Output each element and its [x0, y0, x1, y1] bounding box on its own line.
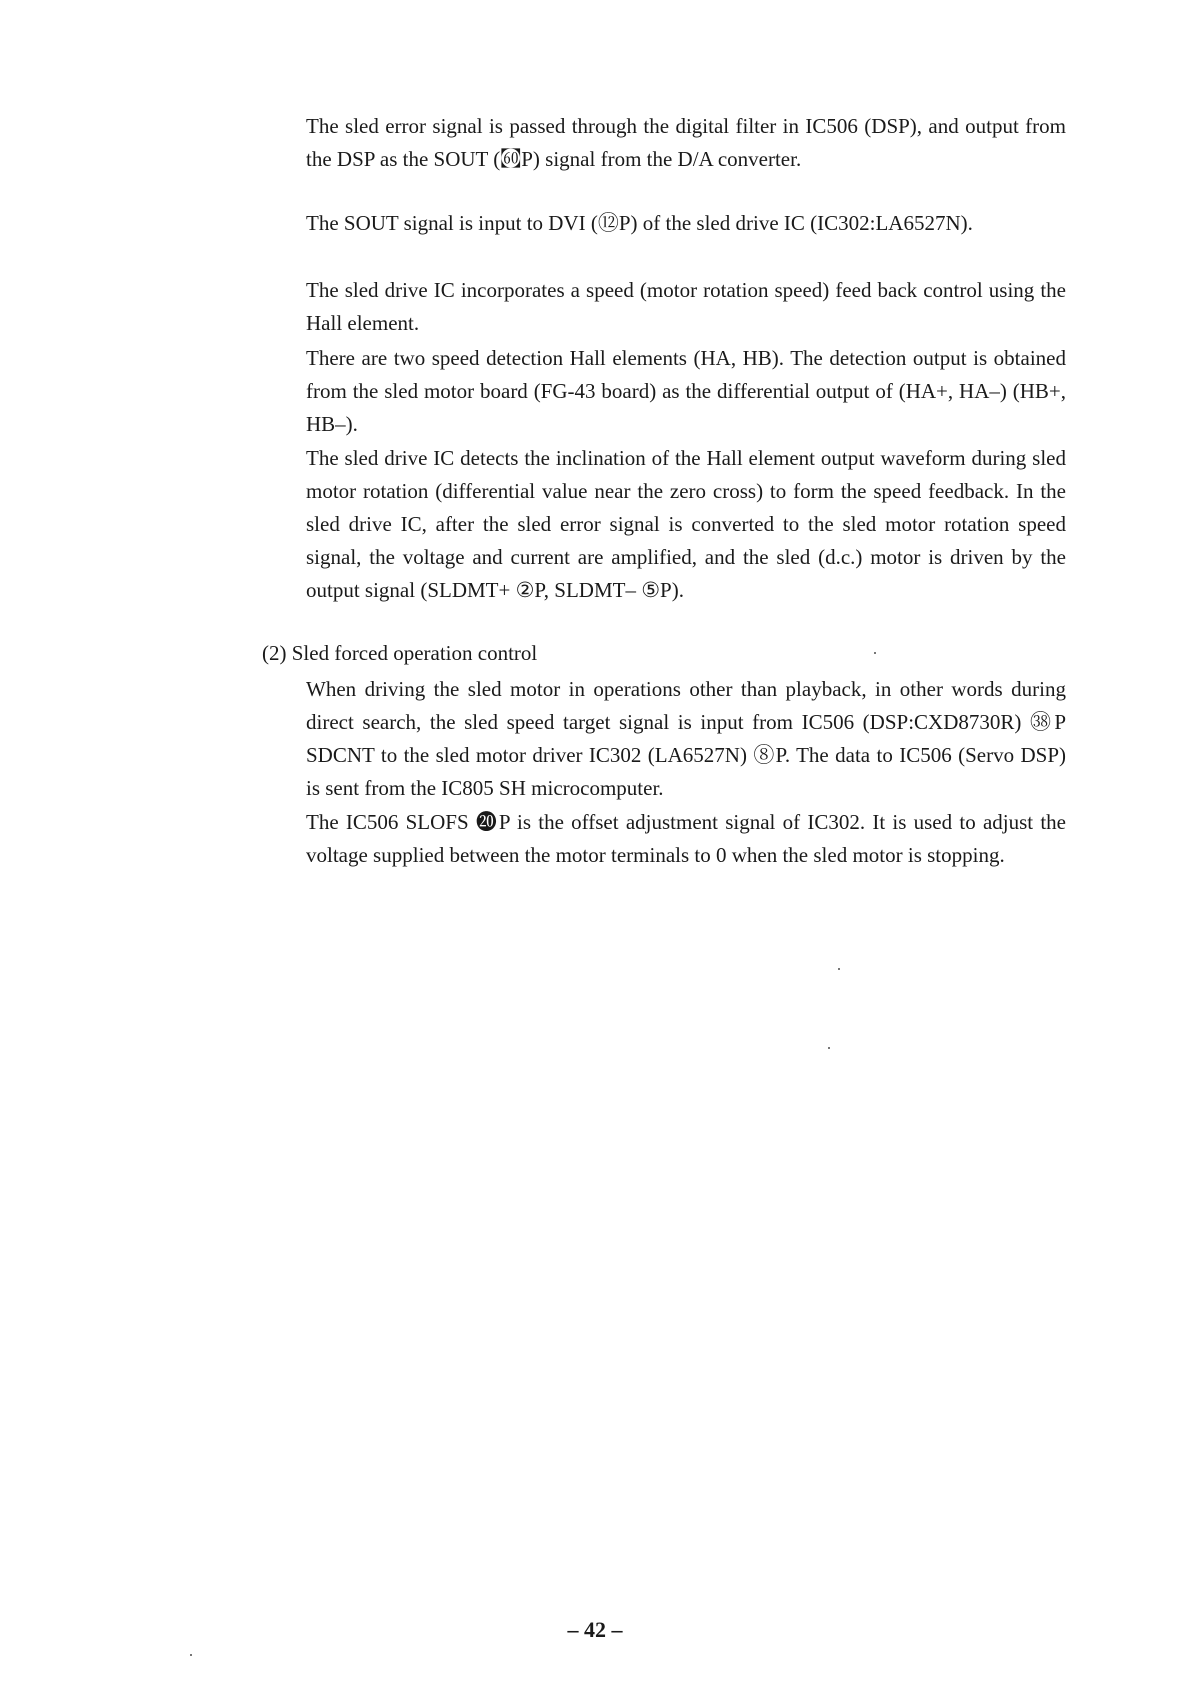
paragraph-hall-elements: There are two speed detection Hall elements (HA, HB). The detection output is obtained from the sled motor board (FG-43 board) as the differential output of (HA+, HA–) (HB+, HB–). [306, 346, 1066, 436]
page-number: – 42 – [567, 1617, 623, 1642]
paragraph-slofs: The IC506 SLOFS ⓴P is the offset adjustment signal of IC302. It is used to adjust the voltage supplied between the motor terminals to 0 when the sled motor is stopping. [306, 810, 1066, 867]
paragraph-sout-input: The SOUT signal is input to DVI (⑫P) of the sled drive IC (IC302:LA6527N). [306, 211, 973, 235]
scan-speck [874, 652, 876, 654]
section-heading: (2) Sled forced operation control [262, 641, 538, 665]
paragraph-detection: The sled drive IC detects the inclination of the Hall element output waveform during sled motor rotation (differential value near the zero cross) to form the speed feedback. In the sled drive IC, after the sled error signal is converted to the sled motor rotation speed signal, the voltage and current are amplified, and the sled (d.c.) motor is driven by the output signal (SLDMT+ ②P, SLDMT– ⑤P). [306, 446, 1066, 602]
paragraph-forced-driving: When driving the sled motor in operations other than playback, in other words during direct search, the sled speed target signal is input from IC506 (DSP:CXD8730R) ㊳P SDCNT to the sled motor driver IC302 (LA6527N) ⑧P. The data to IC506 (Servo DSP) is sent from the IC805 SH microcomputer. [306, 677, 1066, 800]
scan-speck [838, 968, 840, 970]
scan-speck [828, 1047, 830, 1049]
paragraph-sled-error: The sled error signal is passed through the digital filter in IC506 (DSP), and output from the DSP as the SOUT (㉍P) signal from the D/A converter. [306, 114, 1066, 171]
scan-speck [190, 1654, 192, 1656]
paragraph-speed-feedback: The sled drive IC incorporates a speed (motor rotation speed) feed back control using the Hall element. [306, 278, 1066, 335]
